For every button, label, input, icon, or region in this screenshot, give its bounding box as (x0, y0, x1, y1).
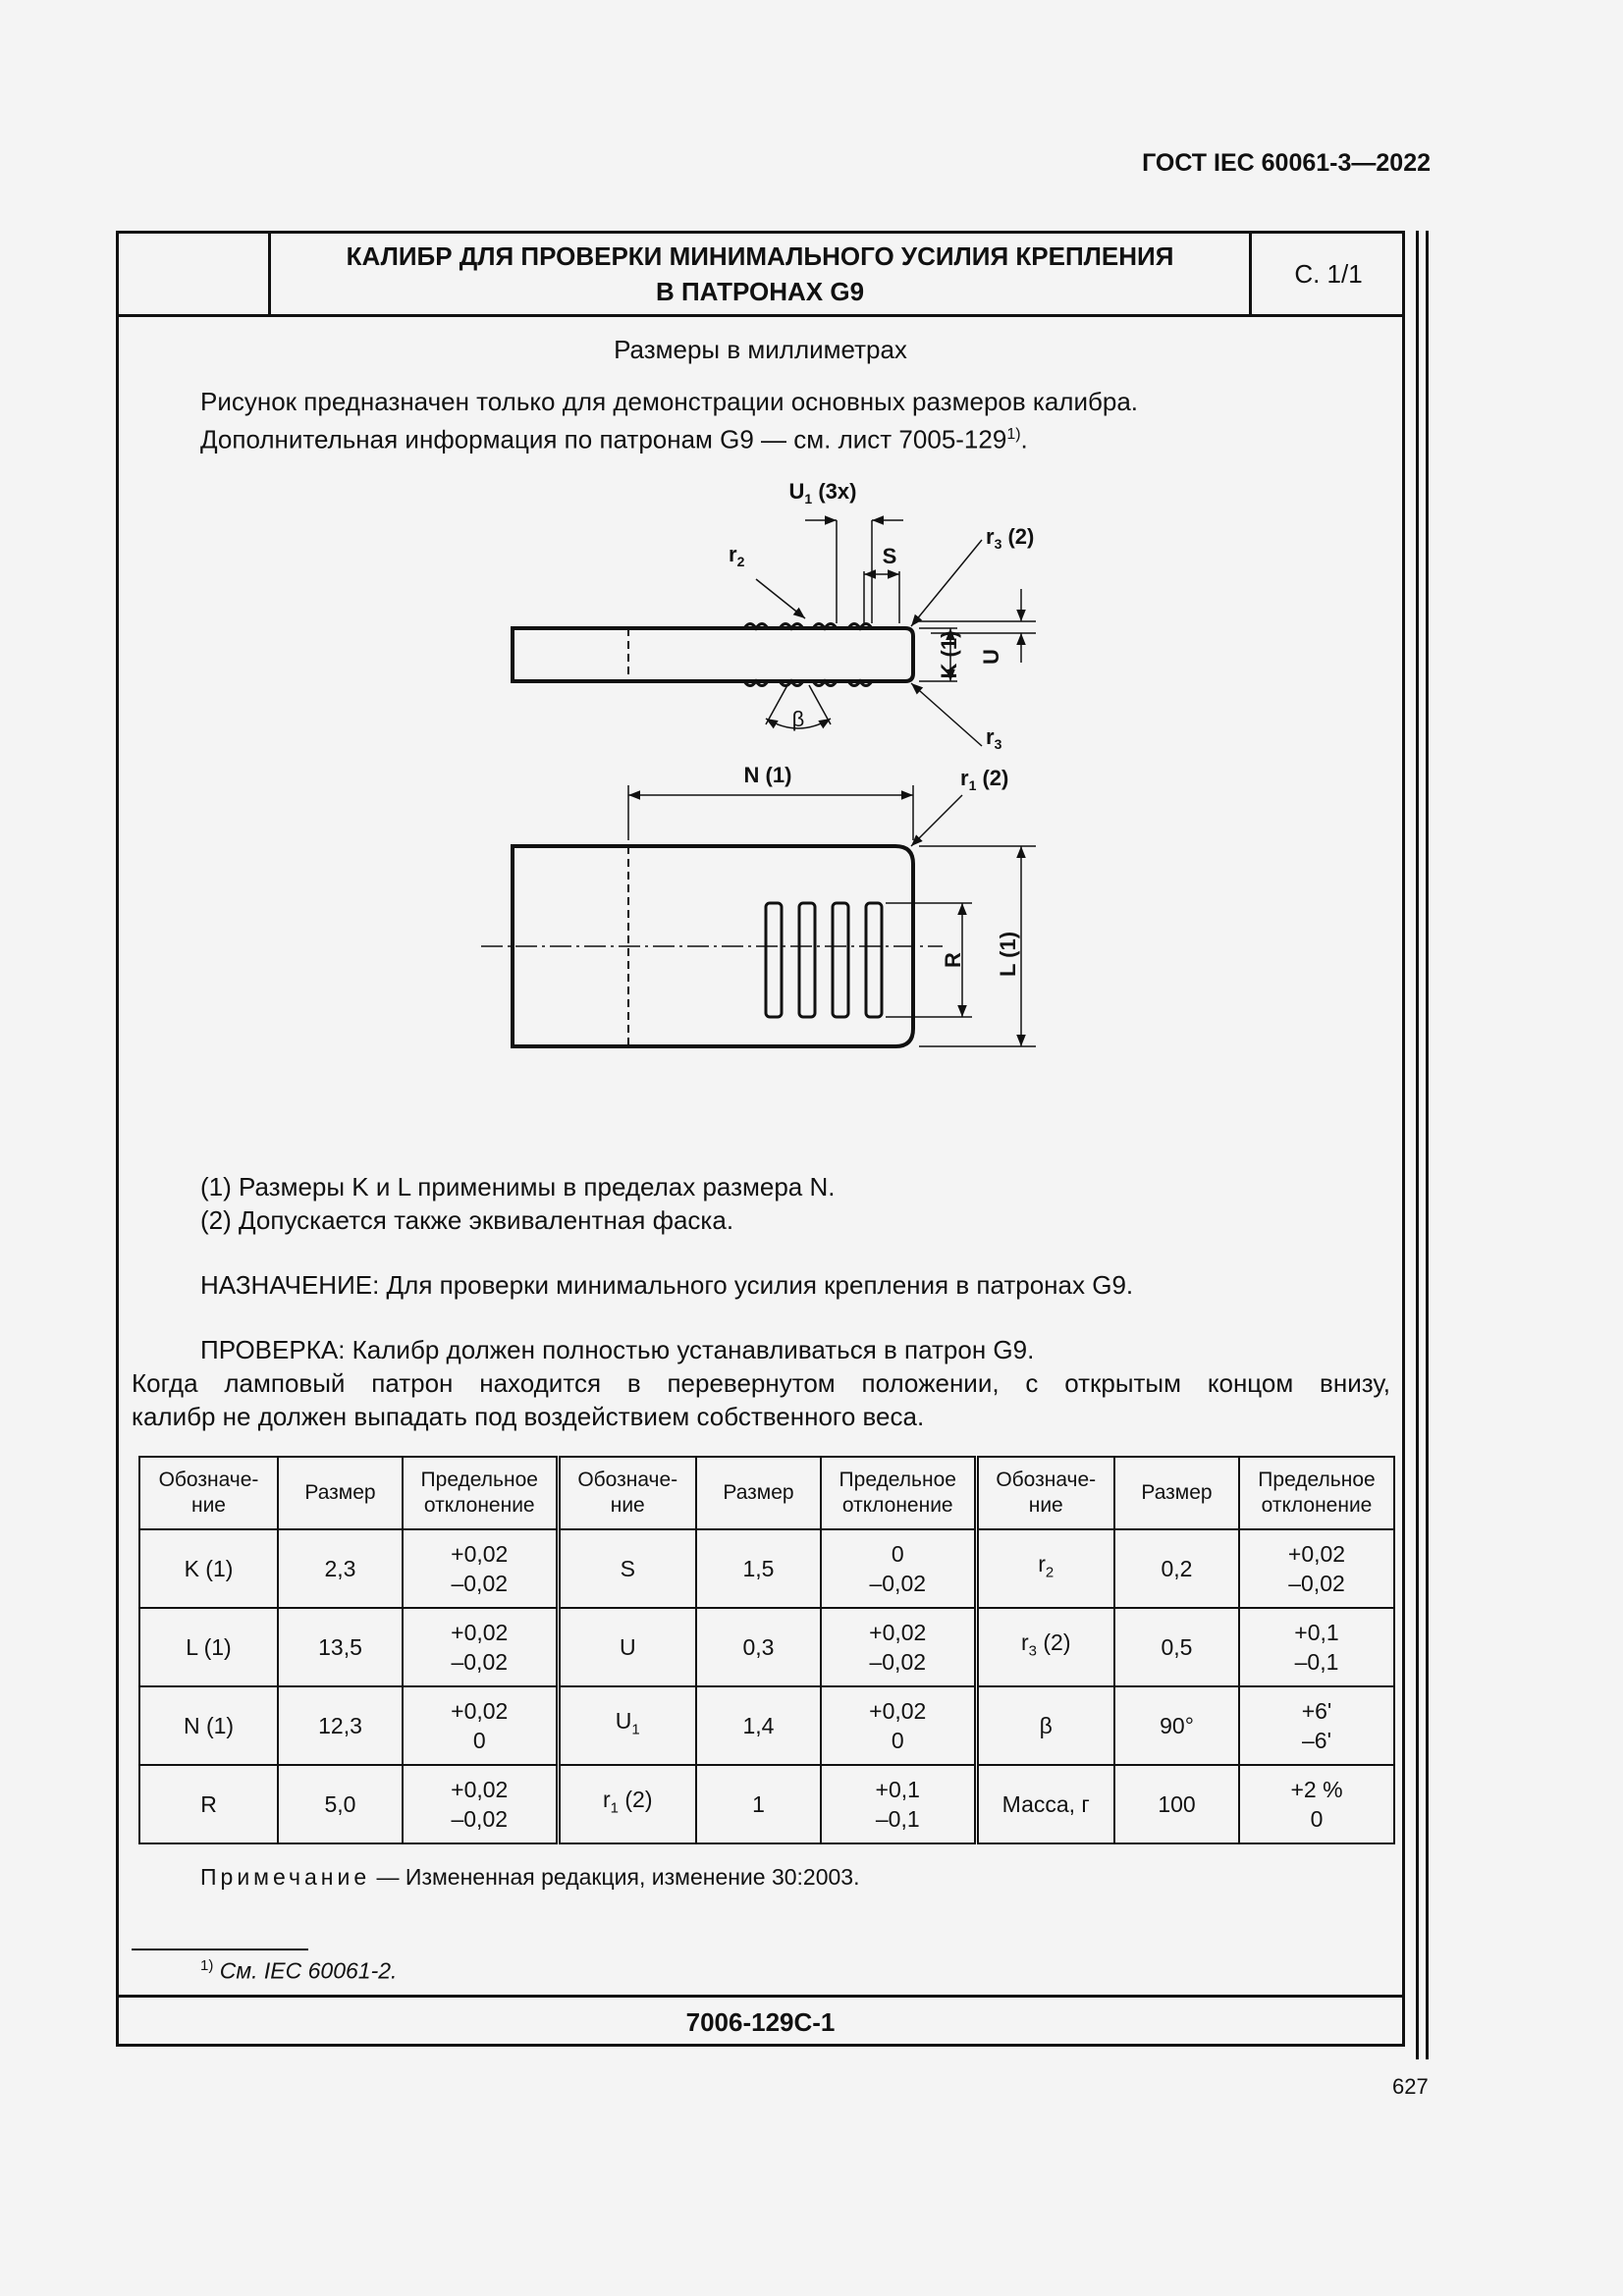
table-cell: 90° (1114, 1686, 1239, 1765)
svg-text:N (1): N (1) (743, 763, 792, 787)
table-row (139, 1686, 1394, 1765)
table-cell: +0,02 –0,02 (821, 1608, 976, 1686)
note-1: (1) Размеры K и L применимы в пределах размера N. (200, 1172, 836, 1201)
svg-text:β: β (791, 707, 805, 731)
table-cell: 0,5 (1114, 1608, 1239, 1686)
gauge-front-view (481, 785, 1036, 1046)
check-line-2: Когда ламповый патрон находится в перевернутом положении, с открытым концом внизу, (132, 1368, 1390, 1398)
svg-text:r3 (2): $r_3$ (2) (986, 524, 1035, 552)
svg-text:K (1): K (1) (937, 630, 961, 679)
table-header-cell: Предельное отклонение (1239, 1457, 1394, 1529)
table-cell: +0,02 –0,02 (403, 1608, 558, 1686)
table-cell: +0,02 –0,02 (403, 1529, 558, 1608)
remark-text: — Измененная редакция, изменение 30:2003. (370, 1864, 860, 1890)
note-2: (2) Допускается также эквивалентная фаска. (200, 1205, 734, 1235)
sheet-title (271, 231, 1252, 317)
header-blank-cell (116, 231, 271, 317)
table-cell: R (139, 1765, 278, 1843)
table-cell: L (1) (139, 1608, 278, 1686)
table-cell: 0 –0,02 (821, 1529, 976, 1608)
title-line-1: КАЛИБР ДЛЯ ПРОВЕРКИ МИНИМАЛЬНОГО УСИЛИЯ КРЕПЛЕНИЯ (346, 241, 1174, 271)
remark (200, 1864, 860, 1891)
svg-text:R: R (941, 952, 965, 968)
svg-text:r2: $r_2$ (729, 542, 745, 569)
table-cell: +0,02 –0,02 (403, 1765, 558, 1843)
document-code: ГОСТ IEC 60061-3—2022 (1142, 149, 1431, 177)
table-row (139, 1765, 1394, 1843)
table-cell: 0,3 (696, 1608, 821, 1686)
table-header-row (139, 1457, 1394, 1529)
table-row (139, 1608, 1394, 1686)
table-cell: β (976, 1686, 1114, 1765)
page-number: 627 (1392, 2074, 1429, 2099)
table-cell: +6' –6' (1239, 1686, 1394, 1765)
dimensions-table (138, 1456, 1395, 1844)
intro-line-2: Дополнительная информация по патронам G9 — см. лист 7005-129$^{1)}$. (200, 424, 1028, 454)
table-header-cell: Обозначе- ние (976, 1457, 1114, 1529)
table-cell: $r_3$ (2) (976, 1608, 1114, 1686)
check-line-3: калибр не должен выпадать под воздействием собственного веса. (132, 1402, 925, 1431)
sheet-number: С. 1/1 (1294, 258, 1363, 289)
table-row (139, 1529, 1394, 1608)
table-cell: Масса, г (976, 1765, 1114, 1843)
table-cell: U (558, 1608, 696, 1686)
gauge-drawing (471, 461, 1080, 1148)
frame-rule (1426, 231, 1429, 2059)
table-header-cell: Предельное отклонение (821, 1457, 976, 1529)
table-cell: 1,5 (696, 1529, 821, 1608)
title-line-2: В ПАТРОНАХ G9 (655, 277, 865, 306)
svg-text:r3: $r_3$ (986, 724, 1002, 752)
dimensions-unit: Размеры в миллиметрах (614, 335, 907, 364)
table-cell: +0,02 0 (403, 1686, 558, 1765)
table-cell: 5,0 (278, 1765, 403, 1843)
footnote: $^{1)}$ См. IEC 60061-2. (200, 1957, 398, 1984)
table-cell: $r_1$ (2) (558, 1765, 696, 1843)
table-cell: 12,3 (278, 1686, 403, 1765)
table-cell: 1 (696, 1765, 821, 1843)
table-cell: 0,2 (1114, 1529, 1239, 1608)
intro-line-1: Рисунок предназначен только для демонстрации основных размеров калибра. (200, 387, 1139, 416)
table-cell: 100 (1114, 1765, 1239, 1843)
svg-text:S: S (882, 544, 897, 568)
table-cell: $U_1$ (558, 1686, 696, 1765)
table-header-cell: Обозначе- ние (558, 1457, 696, 1529)
purpose-text: НАЗНАЧЕНИЕ: Для проверки минимального усилия крепления в патронах G9. (200, 1270, 1134, 1300)
svg-text:U: U (979, 649, 1003, 665)
sheet-code: 7006-129C-1 (116, 1995, 1405, 2047)
table-cell: K (1) (139, 1529, 278, 1608)
table-cell: +0,02 0 (821, 1686, 976, 1765)
table-cell: +2 % 0 (1239, 1765, 1394, 1843)
table-header-cell: Размер (1114, 1457, 1239, 1529)
footnote-rule (132, 1949, 308, 1950)
table-cell: S (558, 1529, 696, 1608)
table-cell: N (1) (139, 1686, 278, 1765)
check-line-1: ПРОВЕРКА: Калибр должен полностью устанавливаться в патрон G9. (200, 1335, 1035, 1364)
table-header-cell: Предельное отклонение (403, 1457, 558, 1529)
table-cell: +0,1 –0,1 (1239, 1608, 1394, 1686)
table-cell: $r_2$ (976, 1529, 1114, 1608)
svg-text:L (1): L (1) (996, 931, 1020, 978)
table-cell: +0,02 –0,02 (1239, 1529, 1394, 1608)
table-cell: +0,1 –0,1 (821, 1765, 976, 1843)
table-cell: 1,4 (696, 1686, 821, 1765)
frame-rule (1416, 231, 1419, 2059)
table-header-cell: Размер (278, 1457, 403, 1529)
table-cell: 2,3 (278, 1529, 403, 1608)
remark-label: Примечание (200, 1864, 371, 1890)
table-header-cell: Размер (696, 1457, 821, 1529)
svg-text:U1 (3x): $U_1$ (3x) (788, 479, 857, 507)
svg-text:r1 (2): $r_1$ (2) (960, 766, 1009, 793)
table-cell: 13,5 (278, 1608, 403, 1686)
table-header-cell: Обозначе- ние (139, 1457, 278, 1529)
